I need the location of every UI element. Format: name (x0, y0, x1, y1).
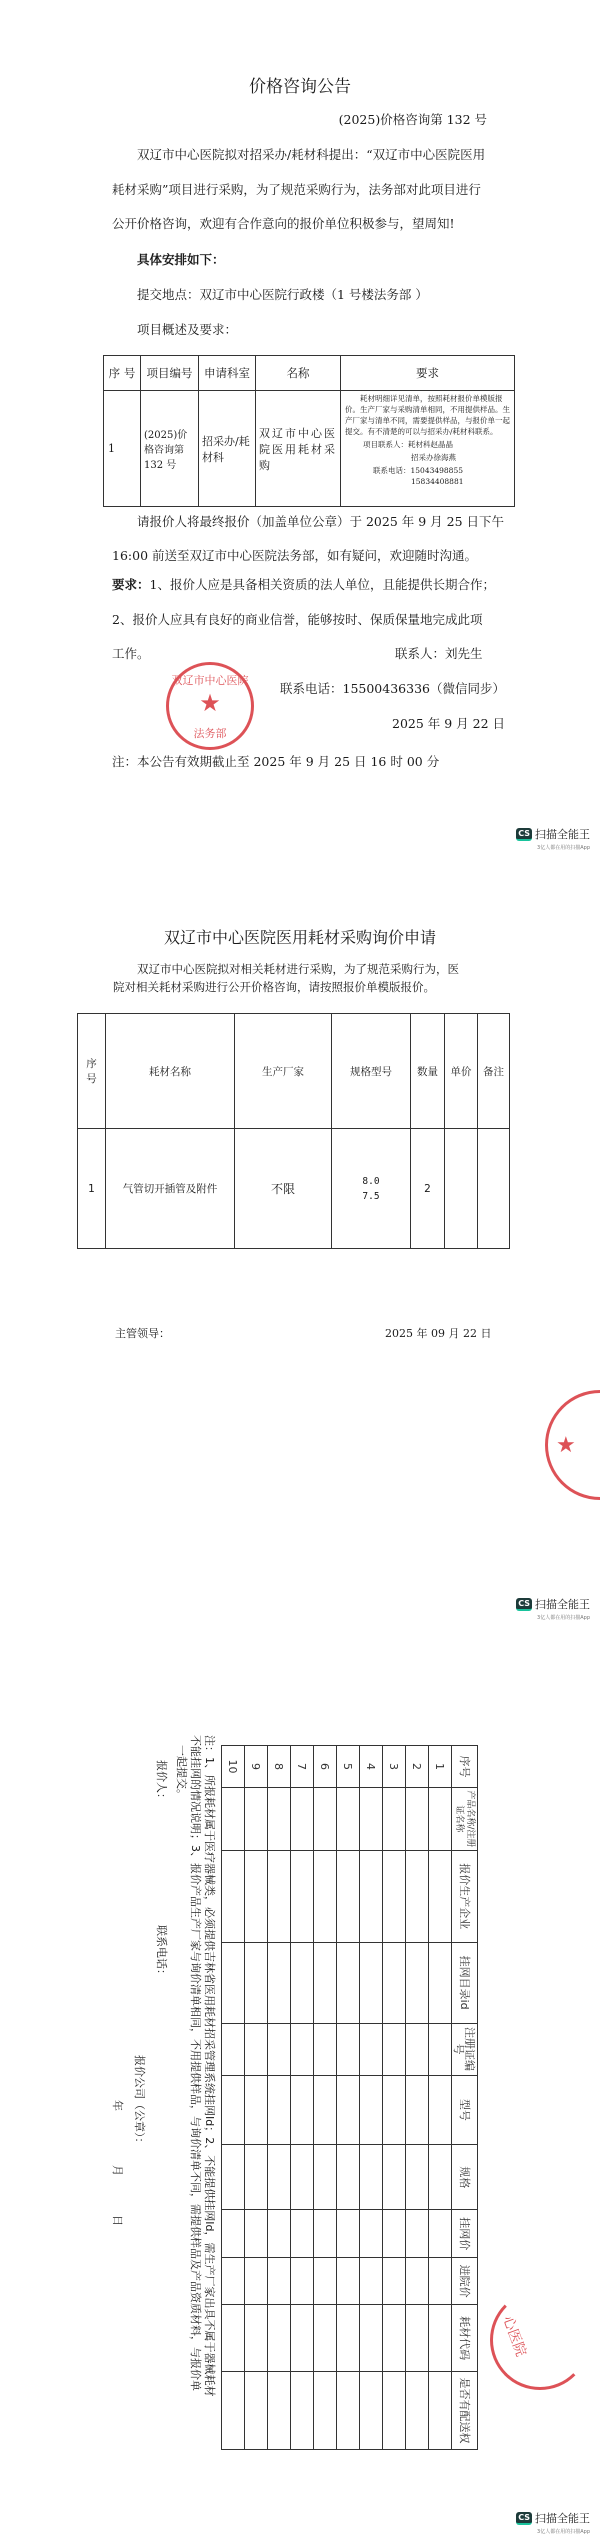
header-cell: 进院价 (452, 2258, 478, 2305)
cell-name: 气管切开插管及附件 (106, 1129, 235, 1249)
empty-cell (268, 1942, 291, 2023)
empty-cell (360, 2075, 383, 2145)
empty-cell (314, 2075, 337, 2145)
overview-heading: 项目概述及要求： (137, 322, 238, 337)
req-line: 2、报价人应具有良好的商业信誉，能够按时、保质保量地完成此项 (112, 612, 483, 627)
star-icon: ★ (199, 689, 221, 717)
cell-code: (2025)价格咨询第 132 号 (141, 391, 199, 507)
empty-cell (337, 1850, 360, 1942)
empty-cell (360, 1850, 383, 1942)
notice-date: 2025 年 9 月 22 日 (392, 716, 506, 731)
header-cell: 规格型号 (332, 1014, 411, 1129)
empty-cell (222, 2305, 245, 2372)
deadline-line: 16:00 前送至双辽市中心医院法务部，如有疑问，欢迎随时沟通。 (112, 548, 477, 563)
seal-text: 心医院 (499, 2313, 529, 2359)
empty-cell (314, 1942, 337, 2023)
scanner-watermark (516, 2510, 590, 2535)
header-cell: 报价生产企业 (452, 1850, 478, 1942)
empty-cell (429, 2023, 452, 2075)
empty-cell (429, 2210, 452, 2258)
requirement-text: 耗材明细详见清单，按照耗材报价单模版报价。生产厂家与采购清单相同，不用提供样品。生产厂家与清单不同，需要提供样品，与报价单一起提交。有不清楚的可以与招采办/耗材科联系。 (345, 394, 510, 436)
table-row (406, 1746, 429, 2450)
header-cell: 产品名称/注册证名称 (452, 1787, 478, 1850)
req-line: 1、报价人应是具备相关资质的法人单位，且能提供长期合作； (149, 577, 495, 592)
header-cell: 名称 (256, 356, 341, 391)
empty-cell (291, 1787, 314, 1850)
official-seal-partial (545, 1390, 600, 1500)
form-note: 注：1、所报耗材属于医疗器械类，必须提供吉林省医用耗材招采管理系统挂网Id；2、不能提供挂网Id，需生产厂家出具不属于器械耗材 (203, 1735, 216, 2397)
validity-note: 注：本公告有效期截止至 2025 年 9 月 25 日 16 时 00 分 (112, 754, 440, 769)
empty-cell (429, 2258, 452, 2305)
header-cell: 挂网价 (452, 2210, 478, 2258)
empty-cell (337, 2258, 360, 2305)
empty-cell (406, 2210, 429, 2258)
company-seal-label: 报价公司（公章）： (133, 2055, 146, 2149)
empty-cell (268, 2145, 291, 2210)
header-cell: 规格 (452, 2145, 478, 2210)
intro-line: 耗材采购”项目进行采购，为了规范采购行为，法务部对此项目进行 (112, 182, 481, 197)
empty-cell (245, 2258, 268, 2305)
empty-cell (406, 1787, 429, 1850)
empty-cell (245, 1787, 268, 1850)
cell-remark (478, 1129, 510, 1249)
header-cell: 数量 (411, 1014, 445, 1129)
empty-cell (360, 1787, 383, 1850)
table-row (314, 1746, 337, 2450)
req-line: 工作。 (112, 646, 150, 661)
cs-logo-icon: CS (516, 1598, 532, 1611)
empty-cell (245, 2305, 268, 2372)
day-label: 日 (111, 2215, 124, 2226)
notice-ref: (2025)价格咨询第 132 号 (338, 112, 487, 127)
empty-cell (406, 1942, 429, 2023)
empty-cell (360, 2305, 383, 2372)
empty-cell (383, 2372, 406, 2450)
empty-cell (337, 1787, 360, 1850)
header-cell: 备注 (478, 1014, 510, 1129)
empty-cell (406, 2305, 429, 2372)
cell-seq: 3 (383, 1746, 406, 1788)
table-row (337, 1746, 360, 2450)
empty-cell (268, 1850, 291, 1942)
quotation-table (221, 1745, 478, 2450)
request-title: 双辽市中心医院医用耗材采购询价申请 (163, 928, 436, 947)
cell-seq: 1 (429, 1746, 452, 1788)
leader-label: 主管领导： (115, 1327, 170, 1340)
watermark-sub: 3亿人都在用的扫描App (537, 2529, 590, 2535)
empty-cell (406, 2023, 429, 2075)
header-cell: 是否有配送权 (452, 2372, 478, 2450)
table-row (245, 1746, 268, 2450)
header-cell: 序号 (78, 1014, 106, 1129)
header-cell: 注册证编号 (452, 2023, 478, 2075)
empty-cell (337, 1942, 360, 2023)
form-note: 一起提交。 (175, 1745, 188, 1800)
month-label: 月 (111, 2165, 124, 2176)
empty-cell (245, 2145, 268, 2210)
cell-seq: 6 (314, 1746, 337, 1788)
cell-price (445, 1129, 478, 1249)
empty-cell (268, 1787, 291, 1850)
empty-cell (245, 2075, 268, 2145)
arrangement-heading: 具体安排如下： (137, 252, 225, 267)
year-label: 年 (111, 2100, 124, 2111)
empty-cell (314, 2145, 337, 2210)
empty-cell (314, 2210, 337, 2258)
empty-cell (406, 2075, 429, 2145)
header-cell: 序 号 (104, 356, 141, 391)
request-intro: 院对相关耗材采购进行公开价格咨询，请按照报价单模版报价。 (113, 980, 435, 994)
watermark-name: 扫描全能王 (535, 828, 590, 841)
empty-cell (291, 2023, 314, 2075)
empty-cell (222, 2023, 245, 2075)
empty-cell (337, 2145, 360, 2210)
empty-cell (406, 1850, 429, 1942)
seal-top-text: 双辽市中心医院 (171, 674, 249, 687)
request-date: 2025 年 09 月 22 日 (385, 1327, 492, 1340)
form-note: 不能挂网的情况说明；3、报价产品生产厂家与询价清单相同，不用提供样品，与询价清单不同，需提供样品及产品资质材料，与报价单 (189, 1735, 202, 2391)
header-cell: 挂网目录id (452, 1942, 478, 2023)
cell-seq: 9 (245, 1746, 268, 1788)
req-label: 要求： (112, 577, 150, 592)
empty-cell (314, 2258, 337, 2305)
notice-title: 价格咨询公告 (249, 77, 351, 97)
empty-cell (222, 2372, 245, 2450)
header-cell: 要求 (341, 356, 515, 391)
cell-seq: 7 (291, 1746, 314, 1788)
empty-cell (360, 2145, 383, 2210)
empty-cell (314, 2023, 337, 2075)
empty-cell (245, 1942, 268, 2023)
empty-cell (291, 1850, 314, 1942)
deadline-line: 请报价人将最终报价（加盖单位公章）于 2025 年 9 月 25 日下午 (137, 514, 505, 529)
empty-cell (406, 2258, 429, 2305)
official-seal-partial (490, 2290, 590, 2390)
empty-cell (222, 2258, 245, 2305)
watermark-sub: 3亿人都在用的扫描App (537, 1615, 590, 1621)
cell-spec: 7.5 (362, 1190, 380, 1202)
empty-cell (383, 1850, 406, 1942)
cs-logo-icon: CS (516, 2512, 532, 2525)
empty-cell (383, 2023, 406, 2075)
empty-cell (383, 2075, 406, 2145)
contact-person: 联系人：刘先生 (395, 646, 483, 661)
empty-cell (337, 2372, 360, 2450)
empty-cell (291, 2305, 314, 2372)
phone-1: 15043498855 (410, 466, 463, 475)
empty-cell (268, 2210, 291, 2258)
empty-cell (291, 2075, 314, 2145)
empty-cell (291, 1942, 314, 2023)
seal-bottom-text: 法务部 (193, 727, 227, 740)
contact-label: 项目联系人： (363, 440, 408, 449)
cell-name: 双辽市中心医院医用耗材采购 (256, 391, 341, 507)
empty-cell (314, 2372, 337, 2450)
cell-seq: 10 (222, 1746, 245, 1788)
header-cell: 耗材代码 (452, 2305, 478, 2372)
project-table (103, 355, 515, 507)
empty-cell (360, 2372, 383, 2450)
cell-dept: 招采办/耗材科 (199, 391, 256, 507)
cell-spec: 8.0 (362, 1175, 380, 1187)
table-row (268, 1746, 291, 2450)
location: 提交地点：双辽市中心医院行政楼（1 号楼法务部 ） (137, 287, 428, 302)
empty-cell (429, 1787, 452, 1850)
empty-cell (268, 2075, 291, 2145)
table-row (222, 1746, 245, 2450)
empty-cell (245, 1850, 268, 1942)
empty-cell (314, 2305, 337, 2372)
header-cell: 申请科室 (199, 356, 256, 391)
empty-cell (337, 2075, 360, 2145)
empty-cell (337, 2210, 360, 2258)
empty-cell (383, 1787, 406, 1850)
empty-cell (360, 2258, 383, 2305)
empty-cell (360, 2210, 383, 2258)
phone-label: 联系电话： (373, 466, 411, 475)
empty-cell (268, 2258, 291, 2305)
request-intro: 双辽市中心医院拟对相关耗材进行采购，为了规范采购行为，医 (137, 962, 459, 976)
cell-seq: 2 (406, 1746, 429, 1788)
empty-cell (291, 2258, 314, 2305)
cell-seq: 8 (268, 1746, 291, 1788)
table-row (78, 1129, 510, 1249)
watermark-sub: 3亿人都在用的扫描App (537, 845, 590, 851)
table-row (360, 1746, 383, 2450)
empty-cell (360, 2023, 383, 2075)
intro-line: 双辽市中心医院拟对招采办/耗材科提出：“双辽市中心医院医用 (137, 147, 486, 162)
header-cell: 单价 (445, 1014, 478, 1129)
header-cell: 生产厂家 (235, 1014, 332, 1129)
empty-cell (222, 1850, 245, 1942)
watermark-name: 扫描全能王 (535, 2512, 590, 2525)
table-row (291, 1746, 314, 2450)
empty-cell (383, 2258, 406, 2305)
header-cell: 序号 (452, 1746, 478, 1788)
watermark-name: 扫描全能王 (535, 1598, 590, 1611)
empty-cell (222, 2210, 245, 2258)
empty-cell (383, 2210, 406, 2258)
empty-cell (406, 2145, 429, 2210)
scanner-watermark (516, 826, 590, 851)
empty-cell (291, 2145, 314, 2210)
empty-cell (429, 2075, 452, 2145)
empty-cell (429, 2372, 452, 2450)
empty-cell (360, 1942, 383, 2023)
empty-cell (291, 2372, 314, 2450)
empty-cell (429, 1942, 452, 2023)
empty-cell (314, 1850, 337, 1942)
empty-cell (222, 2075, 245, 2145)
phone-2: 15834408881 (411, 477, 464, 486)
quotation-form-rotated (60, 1640, 560, 2520)
star-icon: ★ (556, 1433, 576, 1458)
scanner-watermark (516, 1596, 590, 1621)
table-row (429, 1746, 452, 2450)
table-row (383, 1746, 406, 2450)
empty-cell (291, 2210, 314, 2258)
empty-cell (245, 2023, 268, 2075)
empty-cell (429, 2305, 452, 2372)
cell-qty: 2 (411, 1129, 445, 1249)
empty-cell (383, 2305, 406, 2372)
empty-cell (245, 2210, 268, 2258)
empty-cell (337, 2305, 360, 2372)
intro-line: 公开价格咨询，欢迎有合作意向的报价单位积极参与，望周知! (112, 216, 455, 231)
quoter-label: 报价人： (155, 1760, 168, 1804)
empty-cell (268, 2023, 291, 2075)
contact-phone: 联系电话：15500436336（微信同步） (280, 681, 505, 696)
contact-2: 招采办徐海燕 (411, 453, 456, 462)
phone-label: 联系电话： (155, 1925, 168, 1980)
cell-seq: 1 (78, 1129, 106, 1249)
cell-maker: 不限 (235, 1129, 332, 1249)
empty-cell (383, 1942, 406, 2023)
empty-cell (222, 1787, 245, 1850)
empty-cell (406, 2372, 429, 2450)
header-cell: 型号 (452, 2075, 478, 2145)
empty-cell (222, 1942, 245, 2023)
official-seal (166, 662, 254, 750)
cs-logo-icon: CS (516, 828, 532, 841)
empty-cell (429, 1850, 452, 1942)
inquiry-table (77, 1013, 510, 1249)
empty-cell (429, 2145, 452, 2210)
cell-seq: 4 (360, 1746, 383, 1788)
empty-cell (314, 1787, 337, 1850)
cell-seq: 5 (337, 1746, 360, 1788)
cell-requirement (341, 391, 515, 507)
cell-seq: 1 (104, 391, 141, 507)
contact-1: 耗材科赵晶晶 (408, 440, 453, 449)
empty-cell (268, 2305, 291, 2372)
empty-cell (222, 2145, 245, 2210)
header-cell: 耗材名称 (106, 1014, 235, 1129)
empty-cell (268, 2372, 291, 2450)
empty-cell (383, 2145, 406, 2210)
empty-cell (245, 2372, 268, 2450)
header-cell: 项目编号 (141, 356, 199, 391)
empty-cell (337, 2023, 360, 2075)
